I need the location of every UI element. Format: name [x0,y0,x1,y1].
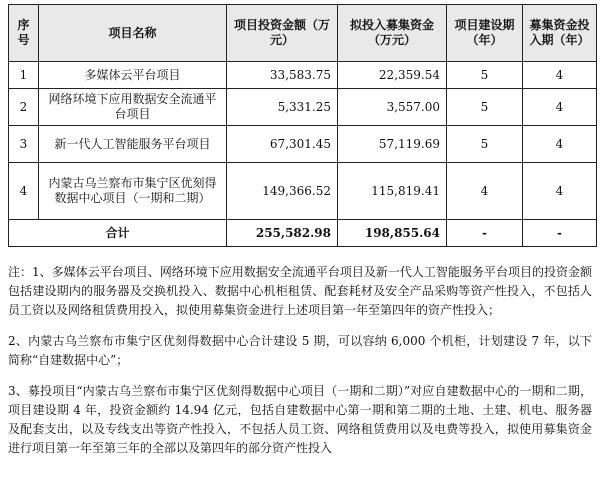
cell-period: 5 [447,126,523,163]
cell-seq: 4 [9,163,39,220]
cell-total-invest: 67,301.45 [227,126,338,163]
cell-period: 5 [447,62,523,89]
header-period: 项目建设期（年） [447,5,523,62]
header-raise-period: 募集资金投入期（年） [523,5,597,62]
table-header-row [9,5,597,62]
note-3: 3、募投项目“内蒙古乌兰察布市集宁区优刻得数据中心项目（一期和二期）”对应自建数据中心的一期和二期，项目建设期 4 年，投资金额约 14.94 亿元，包括自建数据中心第一期和第二期的土地、土建、机电、服务器及配套支出，以及专线支出等资产性投入，不包括人员工资、网络租赁费用以及电费等投入，拟使用募集资金进行项目第一年至第三年的全部以及第四年的部分资产性投入 [8,384,592,455]
cell-raise-invest: 22,359.54 [338,62,447,89]
header-name: 项目名称 [39,5,227,62]
table-total-row [9,220,597,247]
cell-name: 新一代人工智能服务平台项目 [39,126,227,163]
total-period: - [447,220,523,247]
table-row [9,126,597,163]
note-2: 2、内蒙古乌兰察布市集宁区优刻得数据中心合计建设 5 期，可以容纳 6,000 个机柜，计划建设 7 年，以下简称“自建数据中心”； [8,334,592,367]
cell-name: 网络环境下应用数据安全流通平台项目 [39,89,227,126]
cell-total-invest: 149,366.52 [227,163,338,220]
header-raise-invest: 拟投入募集资金（万元） [338,5,447,62]
cell-raise-period: 4 [523,126,597,163]
cell-seq: 1 [9,62,39,89]
cell-raise-invest: 57,119.69 [338,126,447,163]
table-row [9,163,597,220]
cell-seq: 3 [9,126,39,163]
cell-period: 4 [447,163,523,220]
investment-table [8,4,597,247]
notes-section [8,263,592,458]
total-raise-period: - [523,220,597,247]
cell-raise-invest: 115,819.41 [338,163,447,220]
cell-raise-period: 4 [523,89,597,126]
total-label: 合计 [9,220,227,247]
cell-total-invest: 33,583.75 [227,62,338,89]
cell-period: 5 [447,89,523,126]
note-1: 注：1、多媒体云平台项目、网络环境下应用数据安全流通平台项目及新一代人工智能服务平台项目的投资金额包括建设期内的服务器及交换机投入、数据中心机柜租赁、配套耗材及安全产品采购等资产性投入，不包括人员工资以及网络租赁费用投入，拟使用募集资金进行上述项目第一年至第四年的资产性投入； [8,265,592,317]
table-row [9,62,597,89]
total-raise-invest: 198,855.64 [338,220,447,247]
cell-raise-period: 4 [523,62,597,89]
header-seq: 序号 [9,5,39,62]
cell-name: 内蒙古乌兰察布市集宁区优刻得数据中心项目（一期和二期） [39,163,227,220]
cell-name: 多媒体云平台项目 [39,62,227,89]
cell-raise-invest: 3,557.00 [338,89,447,126]
table-row [9,89,597,126]
cell-total-invest: 5,331.25 [227,89,338,126]
cell-seq: 2 [9,89,39,126]
total-invest: 255,582.98 [227,220,338,247]
cell-raise-period: 4 [523,163,597,220]
header-total-invest: 项目投资金额（万元） [227,5,338,62]
